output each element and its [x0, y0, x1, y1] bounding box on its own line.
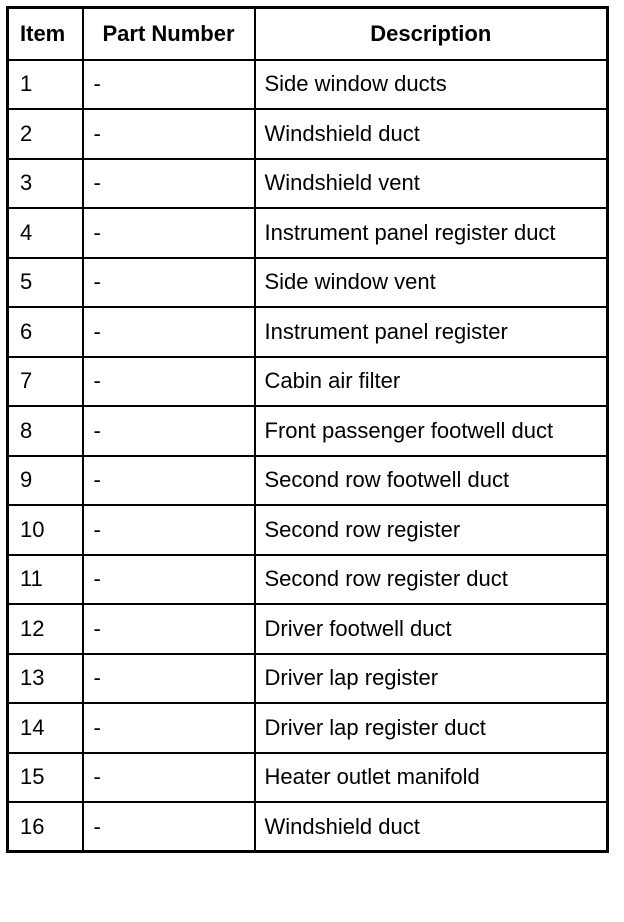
header-part-number: Part Number	[83, 8, 255, 60]
cell-description: Side window vent	[255, 258, 608, 308]
table-row	[8, 208, 608, 258]
cell-description: Driver lap register duct	[255, 703, 608, 753]
cell-description: Second row register duct	[255, 555, 608, 605]
cell-item: 3	[8, 159, 83, 209]
cell-item: 5	[8, 258, 83, 308]
cell-part-number: -	[83, 703, 255, 753]
parts-table-container	[6, 6, 606, 853]
cell-part-number: -	[83, 109, 255, 159]
cell-part-number: -	[83, 802, 255, 852]
table-row	[8, 703, 608, 753]
cell-part-number: -	[83, 555, 255, 605]
table-row	[8, 60, 608, 110]
cell-item: 7	[8, 357, 83, 407]
table-row	[8, 753, 608, 803]
table-row	[8, 406, 608, 456]
cell-description: Second row footwell duct	[255, 456, 608, 506]
table-row	[8, 258, 608, 308]
cell-part-number: -	[83, 357, 255, 407]
cell-description: Instrument panel register	[255, 307, 608, 357]
table-header-row	[8, 8, 608, 60]
cell-description: Side window ducts	[255, 60, 608, 110]
table-row	[8, 505, 608, 555]
table-row	[8, 654, 608, 704]
table-row	[8, 456, 608, 506]
table-row	[8, 802, 608, 852]
cell-item: 11	[8, 555, 83, 605]
cell-description: Heater outlet manifold	[255, 753, 608, 803]
cell-part-number: -	[83, 456, 255, 506]
table-row	[8, 109, 608, 159]
cell-description: Cabin air filter	[255, 357, 608, 407]
table-body	[8, 60, 608, 852]
cell-part-number: -	[83, 208, 255, 258]
cell-description: Windshield duct	[255, 802, 608, 852]
table-row	[8, 159, 608, 209]
cell-description: Driver footwell duct	[255, 604, 608, 654]
table-row	[8, 307, 608, 357]
cell-part-number: -	[83, 753, 255, 803]
cell-item: 4	[8, 208, 83, 258]
cell-part-number: -	[83, 406, 255, 456]
parts-table	[6, 6, 609, 853]
cell-item: 2	[8, 109, 83, 159]
cell-description: Windshield duct	[255, 109, 608, 159]
cell-part-number: -	[83, 654, 255, 704]
header-description: Description	[255, 8, 608, 60]
cell-part-number: -	[83, 505, 255, 555]
cell-part-number: -	[83, 258, 255, 308]
header-item: Item	[8, 8, 83, 60]
cell-item: 10	[8, 505, 83, 555]
cell-description: Second row register	[255, 505, 608, 555]
cell-description: Front passenger footwell duct	[255, 406, 608, 456]
cell-item: 15	[8, 753, 83, 803]
cell-item: 14	[8, 703, 83, 753]
cell-item: 16	[8, 802, 83, 852]
table-row	[8, 604, 608, 654]
cell-description: Instrument panel register duct	[255, 208, 608, 258]
cell-part-number: -	[83, 604, 255, 654]
cell-description: Driver lap register	[255, 654, 608, 704]
cell-part-number: -	[83, 307, 255, 357]
table-row	[8, 357, 608, 407]
cell-description: Windshield vent	[255, 159, 608, 209]
cell-item: 6	[8, 307, 83, 357]
cell-part-number: -	[83, 159, 255, 209]
cell-item: 8	[8, 406, 83, 456]
cell-item: 13	[8, 654, 83, 704]
cell-item: 1	[8, 60, 83, 110]
cell-part-number: -	[83, 60, 255, 110]
table-row	[8, 555, 608, 605]
cell-item: 12	[8, 604, 83, 654]
cell-item: 9	[8, 456, 83, 506]
